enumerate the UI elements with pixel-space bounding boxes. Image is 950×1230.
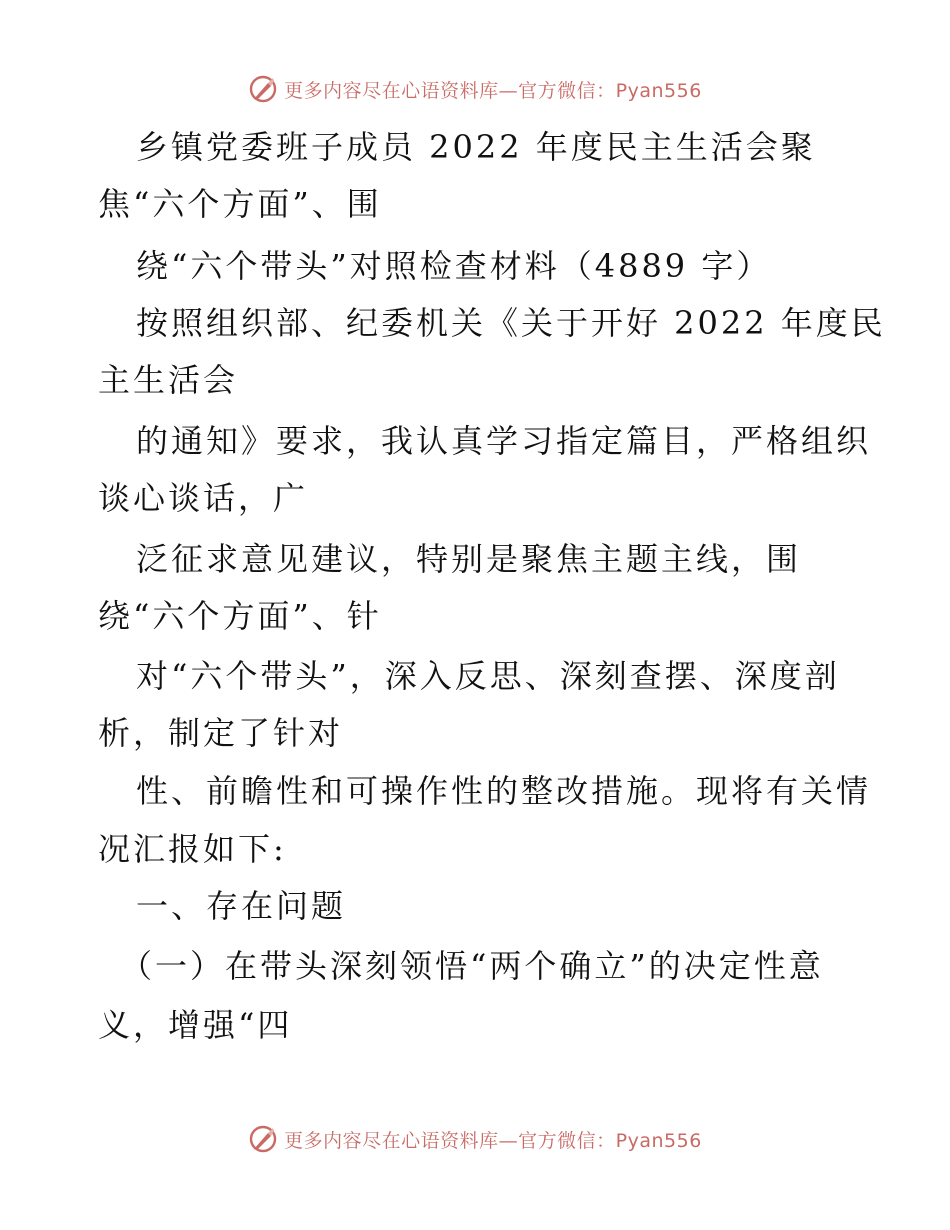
subsection-heading-cont: 义，增强“四 [98,1006,293,1044]
title-line-3: 绕“六个带头”对照检查材料（4889 字） [136,247,772,285]
paragraph-line: 况汇报如下: [98,830,287,868]
title-line-2: 焦“六个方面”、围 [98,185,382,223]
paragraph-line: 性、前瞻性和可操作性的整改措施。现将有关情 [136,772,872,810]
paragraph-line: 绕“六个方面”、针 [98,597,382,635]
paragraph-line: 谈心谈话，广 [98,479,309,517]
header-watermark-text: 更多内容尽在心语资料库—官方微信：Pyan556 [284,79,702,102]
paragraph-line: 泛征求意见建议，特别是聚焦主题主线，围 [136,540,802,578]
section-heading: 一、存在问题 [136,887,347,925]
subsection-heading: （一）在带头深刻领悟“两个确立”的决定性意 [120,947,824,985]
header-wechat-id: Pyan556 [615,79,702,102]
footer-wechat-id: Pyan556 [615,1129,702,1152]
paragraph-line: 按照组织部、纪委机关《关于开好 2022 年度民 [136,304,886,342]
paragraph-line: 主生活会 [98,361,239,399]
paragraph-line: 的通知》要求，我认真学习指定篇目，严格组织 [136,422,872,460]
footer-watermark-text: 更多内容尽在心语资料库—官方微信：Pyan556 [284,1129,702,1152]
title-line-1: 乡镇党委班子成员 2022 年度民主生活会聚 [136,128,816,166]
paragraph-line: 对“六个带头”，深入反思、深刻查摆、深度剖 [136,657,840,695]
footer-watermark [0,1122,950,1156]
quill-pen-circle-icon [248,1124,278,1154]
paragraph-line: 析，制定了针对 [98,714,344,752]
